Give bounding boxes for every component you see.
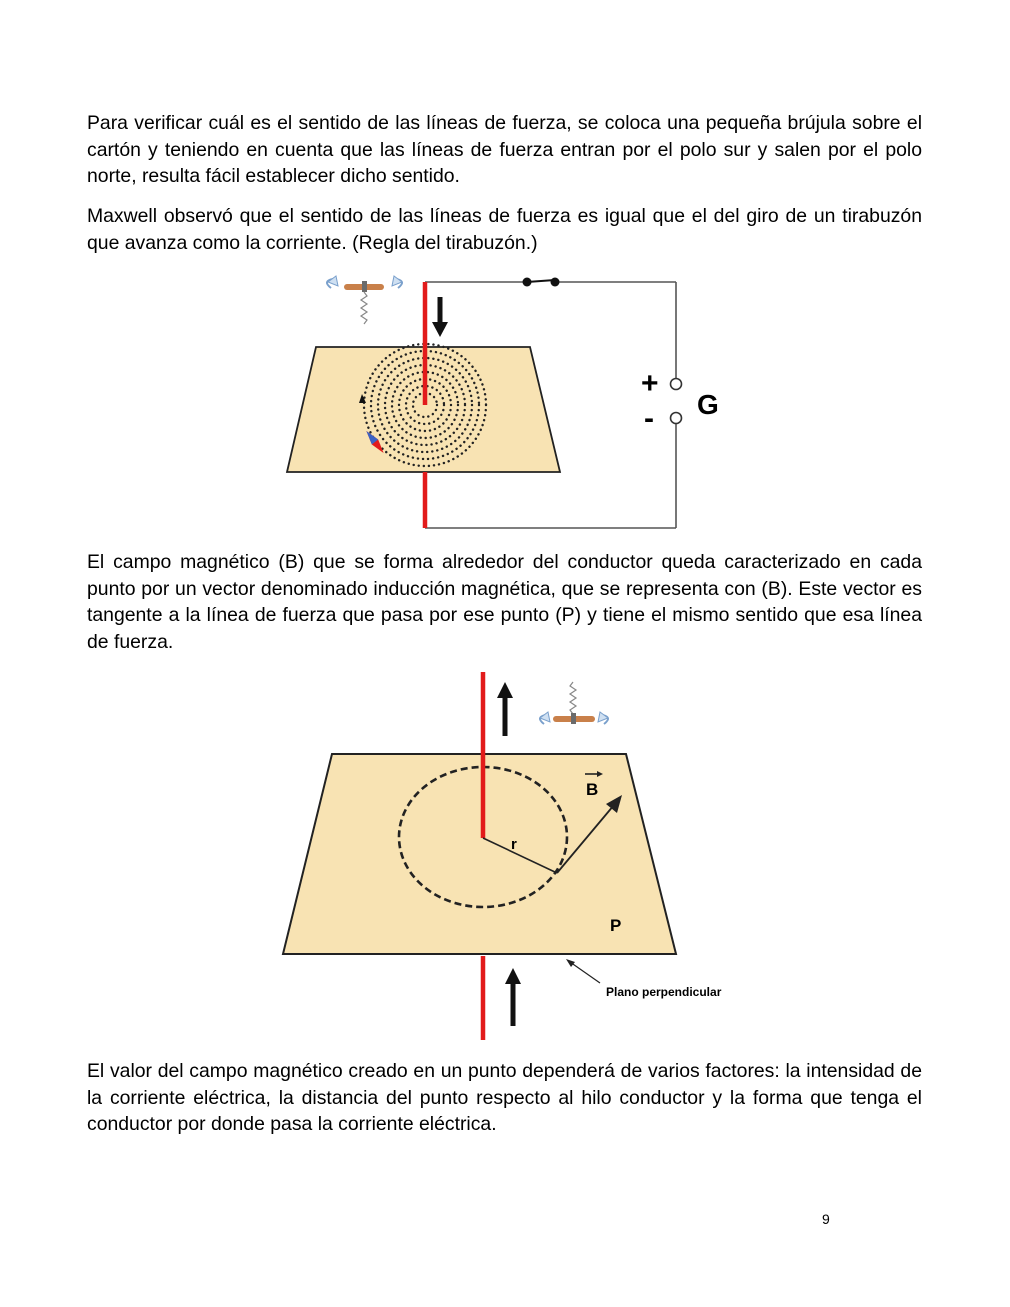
corkscrew-icon — [540, 682, 608, 724]
current-arrow-down-icon — [432, 297, 448, 337]
current-arrow-up-icon — [497, 682, 513, 736]
figure-induction-vector — [270, 668, 740, 1044]
paragraph-magnetic-induction: El campo magnético (B) que se forma alrededor del conductor queda caracterizado en cada punto por un vector denominado inducción magnética, que se representa con (B). Este vector es tangente a la línea de fuerza que pasa por ese punto (P) y tiene el mismo sentido que esa línea de fuerza. — [87, 551, 922, 653]
minus-label: - — [644, 402, 654, 435]
radius-label: r — [511, 836, 517, 853]
corkscrew-icon — [327, 276, 402, 324]
paragraph-compass: Para verificar cuál es el sentido de las líneas de fuerza, se coloca una pequeña brújula sobre el cartón y teniendo en cuenta que las líneas de fuerza entran por el polo sur y salen por el polo norte, resulta fácil establecer dicho sentido. — [87, 112, 922, 187]
plane-label: Plano perpendicular — [606, 985, 722, 999]
current-arrow-up-lower-icon — [505, 968, 521, 1026]
page-number: 9 — [822, 1211, 830, 1227]
plus-label: + — [641, 367, 659, 400]
vector-b-label: B — [586, 780, 599, 799]
point-p-label: P — [610, 916, 622, 935]
switch-icon — [523, 278, 560, 287]
paragraph-maxwell-rule: Maxwell observó que el sentido de las líneas de fuerza es igual que el del giro de un tirabuzón que avanza como la corriente. (Regla del tirabuzón.) — [87, 205, 922, 254]
generator-label: G — [697, 389, 719, 420]
figure-concentric-field-lines — [270, 268, 740, 534]
terminal-negative-icon — [671, 413, 682, 424]
plane-pointer-arrow — [566, 959, 600, 983]
paragraph-field-factors: El valor del campo magnético creado en un punto dependerá de varios factores: la intensidad de la corriente eléctrica, la distancia del punto respecto al hilo conductor y la forma que tenga el conductor por donde pasa la corriente eléctrica. — [87, 1060, 922, 1135]
terminal-positive-icon — [671, 379, 682, 390]
